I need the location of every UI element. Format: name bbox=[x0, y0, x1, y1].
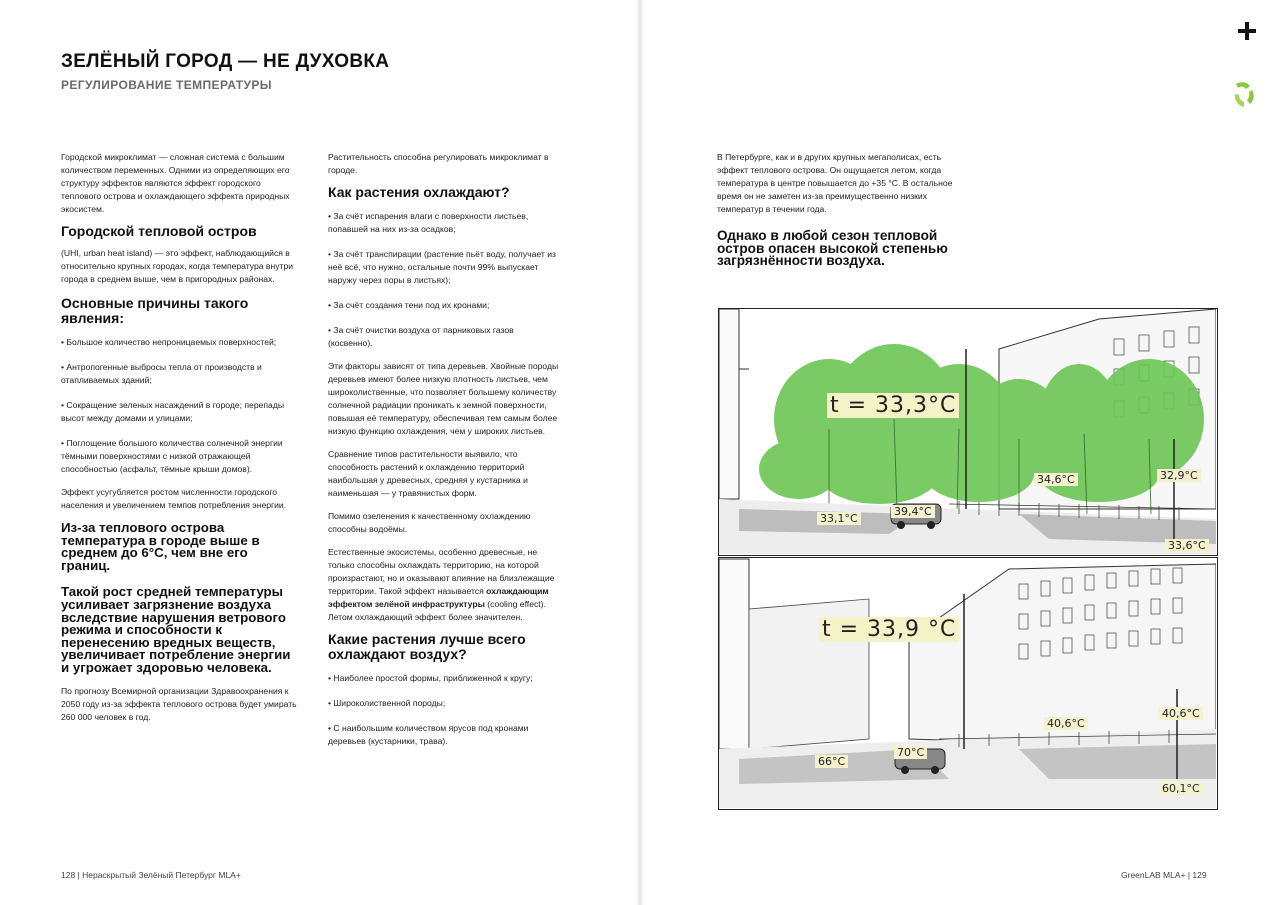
temp-label: 39,4°C bbox=[891, 505, 935, 518]
intro-paragraph: Городской микроклимат — сложная система с большим количеством переменных. Одними из определяющих его структуру эффектов являются эффект городского теплового острова и охлаждающего эффекта природных экосистем. bbox=[61, 152, 290, 214]
right-column bbox=[717, 151, 957, 268]
cause-item: • Большое количество непроницаемых поверхностей; bbox=[61, 337, 277, 347]
temp-label: 40,6°C bbox=[1159, 707, 1203, 720]
temp-label: 40,6°C bbox=[1044, 717, 1088, 730]
which-item: • Широколиственной породы; bbox=[328, 698, 446, 708]
uhi-paragraph: (UHI, urban heat island) — это эффект, наблюдающийся в относительно крупных городах, когда температура внутри города в среднем выше, чем в пригородных районах. bbox=[61, 248, 294, 284]
amplify-paragraph: Эффект усугубляется ростом численности городского населения и увеличением темпов потребления энергии. bbox=[61, 487, 287, 510]
footer-left: 128 | Нераскрытый Зелёный Петербург MLA+ bbox=[61, 870, 241, 880]
eco-text-2: (cooling effect). Летом охлаждающий эффект более значителен. bbox=[328, 599, 546, 622]
panel-divider bbox=[718, 555, 1218, 558]
how-item: • За счёт очистки воздуха от парниковых газов (косвенно). bbox=[328, 325, 514, 348]
temp-label: 32,9°C bbox=[1157, 469, 1201, 482]
temp-label: 33,6°C bbox=[1165, 539, 1209, 552]
comparison-paragraph: Сравнение типов растительности выявило, что способность растений к охлаждению территорий наибольшая у древесных, средняя у кустарника и наименьшая — у травянистых форм. bbox=[328, 449, 528, 498]
temp-label: 33,1°C bbox=[817, 512, 861, 525]
footer-right: GreenLAB MLA+ | 129 bbox=[1121, 870, 1207, 880]
highlight-temperature: Из-за теплового острова температура в городе выше в среднем до 6°С, чем вне его границ. bbox=[61, 520, 260, 573]
page-gutter bbox=[636, 0, 644, 905]
plus-icon bbox=[1238, 22, 1256, 40]
street-illustration bbox=[718, 308, 1218, 810]
column-2 bbox=[328, 151, 560, 748]
ecosystems-paragraph bbox=[328, 546, 560, 624]
bottom-panel bbox=[719, 559, 1216, 808]
which-item: • Наиболее простой формы, приближенной к кругу; bbox=[328, 673, 533, 683]
factors-paragraph: Эти факторы зависят от типа деревьев. Хвойные породы деревьев имеют более низкую плотность листьев, чем широколиственные, что позволяет большему количеству солнечной радиации проникать к земной поверхности, повышая её температуру, обеспечивая тем самым более низкую функцию охлаждения, чем у широких листьев. bbox=[328, 361, 559, 436]
which-item: • С наибольшим количеством ярусов под кронами деревьев (кустарники, трава). bbox=[328, 723, 529, 746]
recycle-leaf-icon bbox=[1232, 80, 1256, 110]
temp-label: 66°C bbox=[815, 755, 848, 768]
who-paragraph: По прогнозу Всемирной организации Здравоохранения к 2050 году из-за эффекта теплового острова будет умирать 260 000 человек в год. bbox=[61, 685, 297, 722]
air-temp-green: t = 33,3°C bbox=[827, 393, 959, 418]
illustration-drawing bbox=[719, 309, 1216, 808]
air-temp-grey: t = 33,9 °C bbox=[819, 617, 959, 642]
cause-item: • Сокращение зеленых насаждений в городе; перепады высот между домами и улицами; bbox=[61, 400, 285, 423]
heading-which-plants: Какие растения лучше всего охлаждают воздух? bbox=[328, 631, 526, 662]
column-1 bbox=[61, 151, 297, 724]
how-item: • За счёт испарения влаги с поверхности листьев, попавшей на них из-за осадков; bbox=[328, 211, 529, 234]
heading-heat-island: Городской тепловой остров bbox=[61, 223, 257, 239]
how-item: • За счёт создания тени под их кронами; bbox=[328, 300, 490, 310]
heading-how-plants-cool: Как растения охлаждают? bbox=[328, 184, 510, 200]
temp-label: 60,1°C bbox=[1159, 782, 1203, 795]
spb-paragraph: В Петербурге, как и в других крупных мегаполисах, есть эффект теплового острова. Он ощущается летом, когда температура в центре повышается до +35 °С. В остальное время он не заметен из-за преимущественно низких температур в течении года. bbox=[717, 152, 953, 214]
temp-label: 34,6°C bbox=[1034, 473, 1078, 486]
page-subtitle: РЕГУЛИРОВАНИЕ ТЕМПЕРАТУРЫ bbox=[61, 78, 272, 92]
cause-item: • Антропогенные выбросы тепла от производств и отапливаемых зданий; bbox=[61, 362, 262, 385]
eco-text-1: Естественные экосистемы, особенно древесные, не только способны охлаждать территорию, на которой произрастают, но и оказывают влияние на близлежащие территории. Такой эффект называется bbox=[328, 547, 555, 596]
cause-item: • Поглощение большого количества солнечной энергии тёмными поверхностями с низкой отражающей способностью (асфальт, тёмные крыши домов). bbox=[61, 438, 283, 474]
temp-label: 70°C bbox=[894, 746, 927, 759]
vegetation-intro: Растительность способна регулировать микроклимат в городе. bbox=[328, 152, 549, 175]
heading-causes: Основные причины такого явления: bbox=[61, 295, 249, 326]
page-title: ЗЕЛЁНЫЙ ГОРОД — НЕ ДУХОВКА bbox=[61, 51, 390, 72]
top-panel bbox=[719, 309, 1216, 554]
highlight-season: Однако в любой сезон тепловой остров опасен высокой степенью загрязнённости воздуха. bbox=[717, 228, 948, 269]
highlight-pollution: Такой рост средней температуры усиливает загрязнение воздуха вследствие нарушения ветрового режима и способности к перенесению вредных веществ, увеличивает потребление энергии и угрожает здоровью человека. bbox=[61, 584, 291, 675]
water-paragraph: Помимо озеленения к качественному охлаждению способны водоёмы. bbox=[328, 511, 531, 534]
eco-bold-term: охлаждающим эффектом зелёной инфраструктуры bbox=[328, 586, 549, 609]
how-item: • За счёт транспирации (растение пьёт воду, получает из неё всё, что нужно, остальные почти 99% выпускает наружу через поры в листьях); bbox=[328, 249, 556, 285]
